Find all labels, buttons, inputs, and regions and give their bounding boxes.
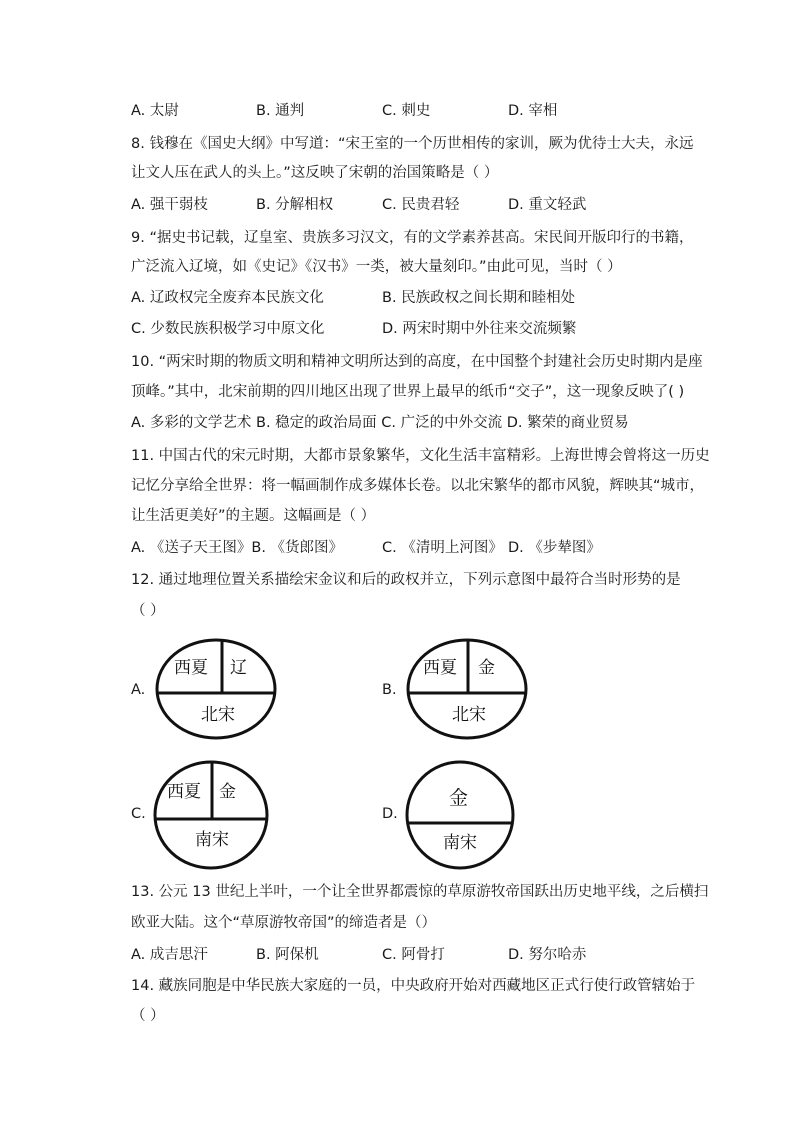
- q13-stem-line2: 欧亚大陆。这个“草原游牧帝国”的缔造者是（）: [131, 915, 437, 931]
- diagram-c-bottom: 南宋: [195, 830, 229, 850]
- diagram-d-bottom: 南宋: [443, 833, 477, 853]
- q11-option-c: C. 《清明上河图》: [382, 540, 503, 556]
- q14-stem-line1: 14. 藏族同胞是中华民族大家庭的一员，中央政府开始对西藏地区正式行使行政管辖始于: [131, 978, 696, 994]
- q8-option-a: A. 强干弱枝: [131, 197, 208, 213]
- q11-stem-line1: 11. 中国古代的宋元时期，大都市景象繁华，文化生活丰富精彩。上海世博会曾将这一历史: [131, 448, 710, 464]
- q10-options: A. 多彩的文学艺术 B. 稳定的政治局面 C. 广泛的中外交流 D. 繁荣的商业贸易: [131, 415, 629, 431]
- diagram-c-top-left: 西夏: [167, 782, 201, 802]
- q12-diagram-d: [405, 760, 515, 870]
- q11-stem-line2: 记忆分享给全世界：将一幅画制作成多媒体长卷。以北宋繁华的都市风貌，辉映其“城市，: [131, 478, 705, 494]
- q12-diagram-c-label: C.: [131, 806, 146, 822]
- diagram-a-top-left: 西夏: [174, 658, 208, 678]
- q8-option-c: C. 民贵君轻: [382, 197, 460, 213]
- diagram-b-top-left: 西夏: [423, 658, 457, 678]
- q13-stem-line1: 13. 公元 13 世纪上半叶，一个让全世界都震惊的草原游牧帝国跃出历史地平线，之后横扫: [131, 884, 709, 900]
- q9-option-b: B. 民族政权之间长期和睦相处: [382, 290, 576, 306]
- q12-stem-line2: （ ）: [131, 603, 165, 619]
- q14-stem-line2: （ ）: [131, 1008, 165, 1024]
- diagram-a-bottom: 北宋: [201, 705, 235, 725]
- q8-stem-line2: 让文人压在武人的头上。”这反映了宋朝的治国策略是（ ）: [131, 165, 499, 181]
- q7-option-a: A. 太尉: [131, 103, 179, 119]
- q11-stem-line3: 让生活更美好”的主题。这幅画是（ ）: [131, 508, 376, 524]
- q7-option-c: C. 刺史: [382, 103, 431, 119]
- q11-option-d: D. 《步辇图》: [508, 540, 601, 556]
- q12-diagram-c: [153, 760, 269, 870]
- diagram-c-top-right: 金: [219, 782, 236, 802]
- q13-option-b: B. 阿保机: [256, 947, 319, 963]
- q9-option-a: A. 辽政权完全废弃本民族文化: [131, 290, 324, 306]
- q11-option-ab: A. 《送子天王图》B. 《货郎图》: [131, 540, 344, 556]
- q9-stem-line2: 广泛流入辽境，如《史记》《汉书》一类，被大量刻印。”由此可见，当时（ ）: [131, 259, 622, 275]
- q12-diagram-a-label: A.: [131, 682, 146, 698]
- q7-option-d: D. 宰相: [508, 103, 558, 119]
- q12-diagram-b: [406, 638, 528, 740]
- q9-option-c: C. 少数民族积极学习中原文化: [131, 321, 325, 337]
- q9-option-d: D. 两宋时期中外往来交流频繁: [382, 321, 577, 337]
- q10-stem-line1: 10. “两宋时期的物质文明和精神文明所达到的高度，在中国整个封建社会历史时期内是座: [131, 354, 703, 370]
- q12-diagram-b-label: B.: [382, 682, 397, 698]
- q8-option-d: D. 重文轻武: [508, 197, 587, 213]
- q13-option-d: D. 努尔哈赤: [508, 947, 587, 963]
- q9-stem-line1: 9. “据史书记载，辽皇室、贵族多习汉文，有的文学素养甚高。宋民间开版印行的书籍，: [131, 230, 694, 246]
- diagram-b-bottom: 北宋: [452, 705, 486, 725]
- q13-option-c: C. 阿骨打: [382, 947, 445, 963]
- q12-diagram-a: [155, 638, 277, 740]
- diagram-b-top-right: 金: [478, 658, 495, 678]
- q7-option-b: B. 通判: [256, 103, 305, 119]
- q12-diagram-d-label: D.: [382, 806, 398, 822]
- q12-stem-line1: 12. 通过地理位置关系描绘宋金议和后的政权并立，下列示意图中最符合当时形势的是: [131, 572, 681, 588]
- q8-option-b: B. 分解相权: [256, 197, 334, 213]
- q8-stem-line1: 8. 钱穆在《国史大纲》中写道：“宋王室的一个历世相传的家训，厥为优待士大夫，永远: [131, 136, 694, 152]
- diagram-d-top: 金: [449, 787, 469, 809]
- q13-option-a: A. 成吉思汗: [131, 947, 208, 963]
- diagram-a-top-right: 辽: [230, 658, 247, 678]
- q10-stem-line2: 顶峰。”其中，北宋前期的四川地区出现了世界上最早的纸币“交子”，这一现象反映了( ): [131, 384, 685, 400]
